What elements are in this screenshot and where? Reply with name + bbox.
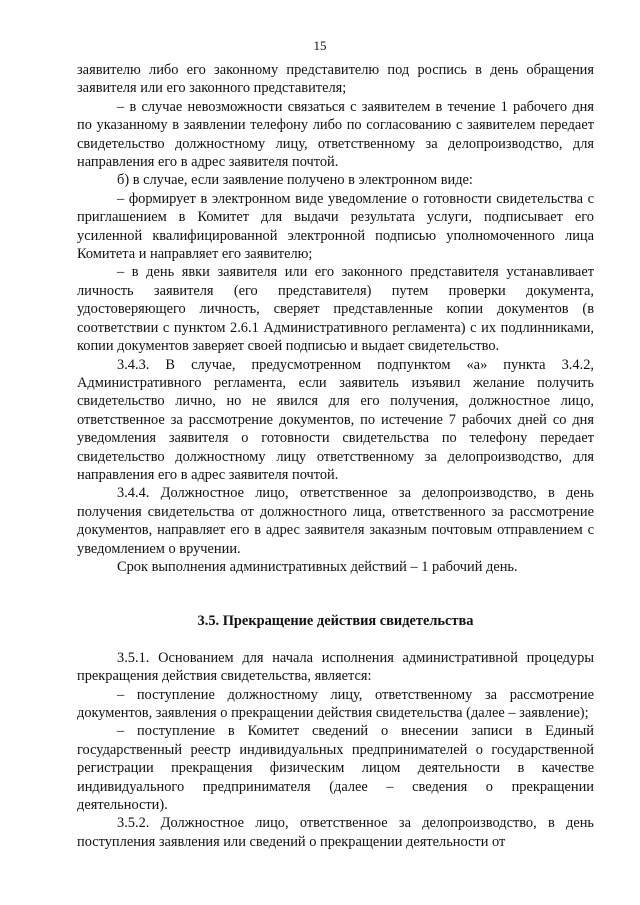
paragraph-registry-info: – поступление в Комитет сведений о внесении записи в Единый государственный реестр индивидуальных предпринимателей о государственной регистрации прекращения физическим лицом деятельности в качестве индивидуального предпринимателя (далее – сведения о прекращении деятельности). — [77, 723, 594, 814]
heading-spacer — [77, 631, 594, 649]
paragraph-3-4-4: 3.4.4. Должностное лицо, ответственное за делопроизводство, в день получения свидетельства от должностного лица, ответственного за рассмотрение документов, направляет его в адрес заявителя заказным почтовым отправлением с уведомлением о вручении. — [77, 485, 594, 557]
paragraph-3-5-1: 3.5.1. Основанием для начала исполнения административной процедуры прекращения действия свидетельства, является: — [77, 649, 594, 685]
paragraph-3-5-2: 3.5.2. Должностное лицо, ответственное за делопроизводство, в день поступления заявления или сведений о прекращении деятельности от — [77, 815, 594, 850]
paragraph-electronic-case: б) в случае, если заявление получено в электронном виде: — [117, 172, 473, 189]
section-spacer — [77, 576, 594, 612]
paragraph-deadline: Срок выполнения административных действий – 1 рабочий день. — [117, 558, 518, 575]
paragraph-continuation: заявителю либо его законному представителю под роспись в день обращения заявителя или его законного представителя; — [77, 62, 594, 97]
paragraph-3-4-3: 3.4.3. В случае, предусмотренном подпунктом «а» пункта 3.4.2, Административного регламента, если заявитель изъявил желание получить свидетельство лично, но не явился для его получения, должностное лицо, ответственное за рассмотрение документов, по истечение 7 рабочих дней со дня уведомления заявителя о готовности свидетельства по телефону передает свидетельство должностному лицу ответственному за делопроизводство, для направления его в адрес заявителя почтой. — [77, 356, 594, 483]
paragraph-application-receipt: – поступление должностному лицу, ответственному за рассмотрение документов, заявления о прекращении действия свидетельства (далее – заявление); — [77, 686, 594, 721]
paragraph-appearance-day: – в день явки заявителя или его законного представителя устанавливает личность заявителя (его представителя) путем проверки документа, удостоверяющего личность, сверяет представленные копии документов (в соответствии с пунктом 2.6.1 Административного регламента) с их подлинниками, копии документов заверяет своей подписью и выдает свидетельство. — [77, 264, 594, 355]
paragraph-electronic-notice: – формирует в электронном виде уведомление о готовности свидетельства с приглашением в Комитет для выдачи результата услуги, подписывает его усиленной квалифицированной электронной подписью уполномоченного лица Комитета и направляет его заявителю; — [77, 190, 594, 263]
page-number: 15 — [313, 38, 327, 53]
paragraph-no-contact: – в случае невозможности связаться с заявителем в течение 1 рабочего дня по указанному в заявлении телефону либо по согласованию с заявителем передает свидетельство должностному лицу, ответственному за делопроизводство, для направления его в адрес заявителя почтой. — [77, 98, 594, 171]
document-body — [77, 61, 594, 851]
section-heading: 3.5. Прекращение действия свидетельства — [197, 613, 474, 630]
